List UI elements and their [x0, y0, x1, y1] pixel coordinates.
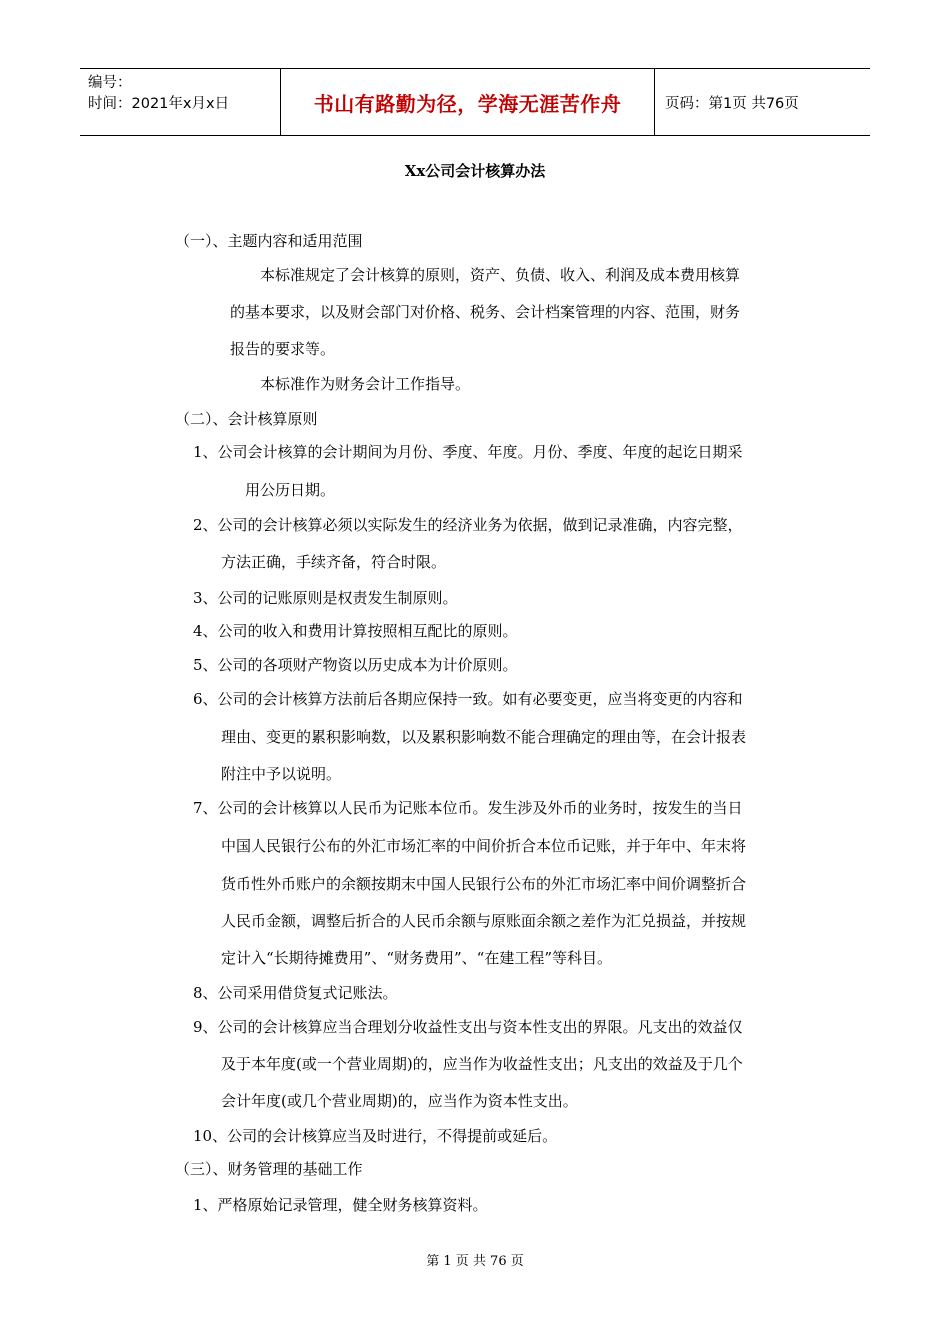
list-item: 5、公司的各项财产物资以历史成本为计价原则。: [193, 656, 518, 674]
section-heading: （一）、主题内容和适用范围: [175, 232, 363, 250]
header-slogan: 书山有路勤为径，学海无涯苦作舟: [281, 69, 655, 135]
list-item-continuation: 货币性外币账户的余额按期末中国人民银行公布的外汇市场汇率中间价调整折合: [221, 875, 747, 893]
list-item: 4、公司的收入和费用计算按照相互配比的原则。: [193, 622, 518, 640]
list-item-continuation: 会计年度(或几个营业周期)的，应当作为资本性支出。: [221, 1092, 578, 1110]
list-item: 10、公司的会计核算应当及时进行，不得提前或延后。: [193, 1127, 558, 1145]
list-item-continuation: 方法正确，手续齐备，符合时限。: [221, 553, 447, 571]
list-item-continuation: 附注中予以说明。: [221, 765, 342, 783]
list-item: 1、公司会计核算的会计期间为月份、季度、年度。月份、季度、年度的起讫日期采: [193, 443, 743, 461]
list-item: 6、公司的会计核算方法前后各期应保持一致。如有必要变更，应当将变更的内容和: [193, 690, 743, 708]
list-item: 9、公司的会计核算应当合理划分收益性支出与资本性支出的界限。凡支出的效益仅: [193, 1018, 743, 1036]
list-item: 2、公司的会计核算必须以实际发生的经济业务为依据，做到记录准确，内容完整，: [193, 516, 743, 534]
document-number-label: 编号：: [88, 75, 132, 91]
document-title: Xx公司会计核算办法: [404, 162, 546, 180]
list-item-continuation: 及于本年度(或一个营业周期)的，应当作为收益性支出；凡支出的效益及于几个: [221, 1055, 743, 1073]
list-item-continuation: 中国人民银行公布的外汇市场汇率的中间价折合本位币记账，并于年中、年末将: [221, 837, 747, 855]
paragraph-line: 本标准作为财务会计工作指导。: [260, 375, 471, 393]
list-item: 8、公司采用借贷复式记账法。: [193, 984, 398, 1002]
list-item: 3、公司的记账原则是权责发生制原则。: [193, 589, 458, 607]
section-heading: （三）、财务管理的基础工作: [175, 1160, 363, 1178]
document-date: 时间：2021年x月x日: [88, 96, 230, 112]
paragraph-line: 的基本要求，以及财会部门对价格、税务、会计档案管理的内容、范围，财务: [230, 303, 741, 321]
list-item-continuation: 人民币金额，调整后折合的人民币余额与原账面余额之差作为汇兑损益，并按规: [221, 912, 747, 930]
header-page-info: 页码：第1页 共76页: [665, 95, 799, 112]
list-item-continuation: 用公历日期。: [245, 481, 336, 499]
list-item: 1、严格原始记录管理，健全财务核算资料。: [193, 1196, 488, 1214]
header-meta-cell: [80, 69, 281, 135]
section-heading: （二）、会计核算原则: [175, 410, 318, 428]
list-item: 7、公司的会计核算以人民币为记账本位币。发生涉及外币的业务时，按发生的当日: [193, 799, 743, 817]
list-item-continuation: 定计入“长期待摊费用”、“财务费用”、“在建工程”等科目。: [221, 949, 613, 967]
paragraph-line: 本标准规定了会计核算的原则，资产、负债、收入、利润及成本费用核算: [260, 266, 741, 284]
header-table: [80, 68, 870, 136]
page-footer: 第 1 页 共 76 页: [426, 1254, 524, 1269]
paragraph-line: 报告的要求等。: [230, 340, 336, 358]
list-item-continuation: 理由、变更的累积影响数，以及累积影响数不能合理确定的理由等，在会计报表: [221, 728, 747, 746]
